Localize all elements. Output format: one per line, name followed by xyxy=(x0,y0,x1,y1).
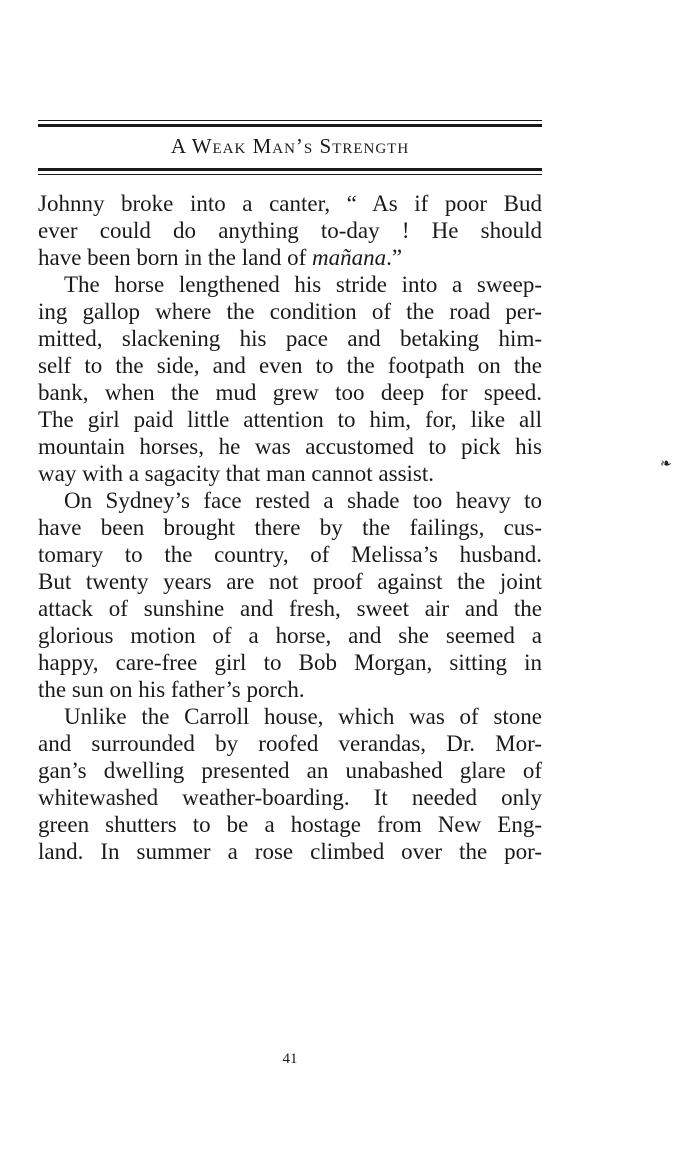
header-rule-bottom-thick xyxy=(38,168,542,171)
text-line: The horse lengthened his stride into a sweep- xyxy=(64,272,542,297)
text-line: and surrounded by roofed verandas, Dr. Mor- xyxy=(38,731,542,756)
text-line: way with a sagacity that man cannot assist. xyxy=(38,461,435,486)
ink-blot-icon: ❧ xyxy=(660,457,672,472)
page-number: 41 xyxy=(282,1051,298,1067)
text-line: the sun on his father’s porch. xyxy=(38,677,305,702)
text-line: whitewashed weather-boarding. It needed only xyxy=(38,785,542,810)
text-line: ing gallop where the condition of the road per- xyxy=(38,299,542,324)
text-line: ever could do anything to-day ! He should xyxy=(38,218,542,243)
text-line: gan’s dwelling presented an unabashed glare of xyxy=(38,758,542,783)
text-line: mitted, slackening his pace and betaking him- xyxy=(38,326,542,351)
text-line: self to the side, and even to the footpath on the xyxy=(38,353,542,378)
text-line: Johnny broke into a canter, “ As if poor Bud xyxy=(38,191,542,216)
text-line: land. In summer a rose climbed over the por- xyxy=(38,839,542,864)
text-line: attack of sunshine and fresh, sweet air and the xyxy=(38,596,542,621)
header-rule-top-thick xyxy=(38,124,542,127)
header-rule-bottom-thin xyxy=(38,174,542,175)
text-line: mountain horses, he was accustomed to pick his xyxy=(38,434,542,459)
text-line: On Sydney’s face rested a shade too heavy to xyxy=(64,488,542,513)
text-line: bank, when the mud grew too deep for speed. xyxy=(38,380,542,405)
running-header: A Weak Man’s Strength xyxy=(170,134,410,158)
text-line: green shutters to be a hostage from New Eng- xyxy=(38,812,542,837)
text-line: tomary to the country, of Melissa’s husband. xyxy=(38,542,542,567)
text-line: have been born in the land of mañana.” xyxy=(38,245,403,270)
text-line: But twenty years are not proof against the joint xyxy=(38,569,542,594)
text-line: have been brought there by the failings, cus- xyxy=(38,515,542,540)
body-text xyxy=(38,190,542,865)
text-line: happy, care-free girl to Bob Morgan, sitting in xyxy=(38,650,542,675)
text-line: Unlike the Carroll house, which was of stone xyxy=(64,704,542,729)
header-rule-top-thin xyxy=(38,120,542,121)
text-line: The girl paid little attention to him, for, like all xyxy=(38,407,542,432)
text-line: glorious motion of a horse, and she seemed a xyxy=(38,623,542,648)
